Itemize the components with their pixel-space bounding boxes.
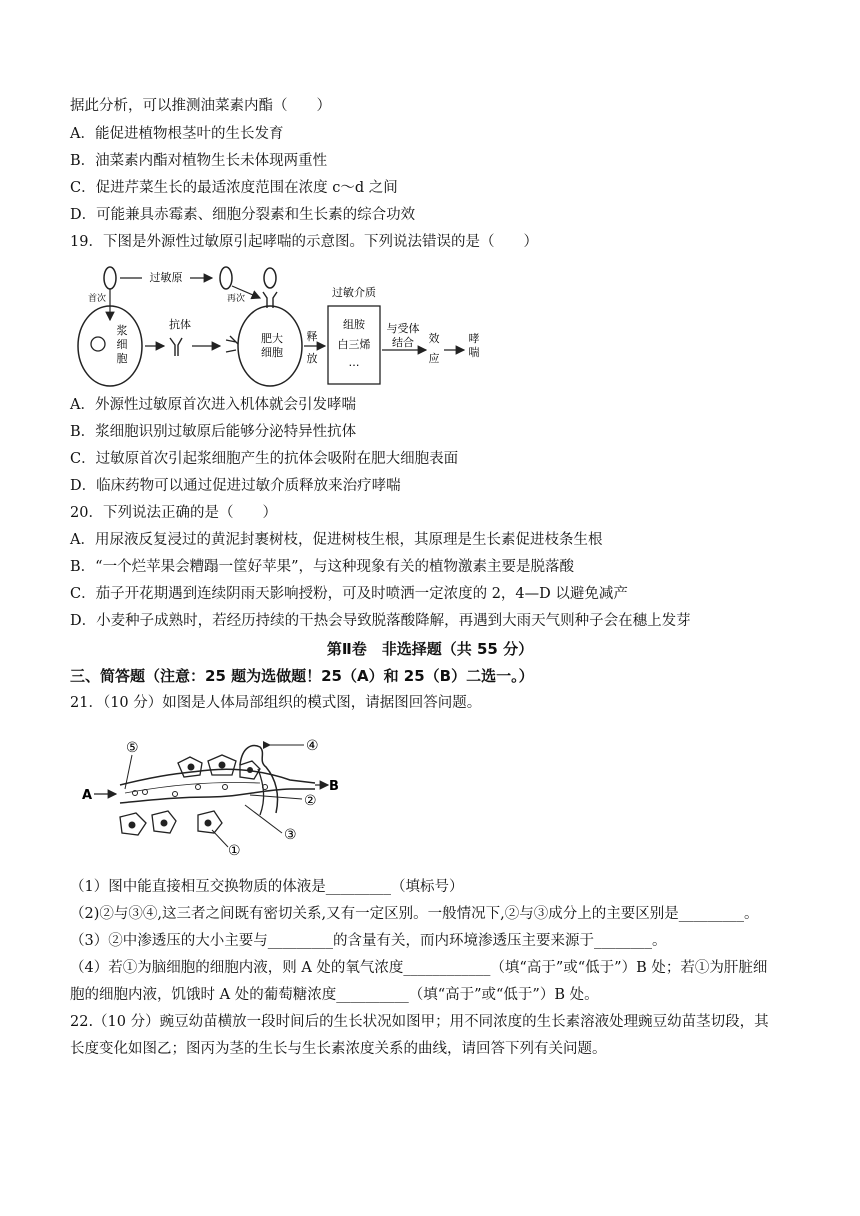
label-a: A xyxy=(82,788,93,803)
q19-option-b: B．浆细胞识别过敏原后能够分泌特异性抗体 xyxy=(70,424,357,440)
q21-part-1: （1）图中能直接相互交换物质的体液是_________（填标号） xyxy=(70,879,464,895)
bind-receptor-label-1: 与受体 xyxy=(386,322,420,335)
label-1: ① xyxy=(228,843,241,859)
q18-option-c: C．促进芹菜生长的最适浓度范围在浓度 c～d 之间 xyxy=(70,180,398,196)
q21-part-2: （2)②与③④,这三者之间既有密切关系,又有一定区别。一般情况下,②与③成分上的主要区别是_________。 xyxy=(70,906,759,922)
q21-part-4-line-1: （4）若①为脑细胞的细胞内液，则 A 处的氧气浓度____________（填“高于”或“低于”）B 处；若①为肝脏细 xyxy=(70,960,768,976)
q19-stem: 19．下图是外源性过敏原引起哮喘的示意图。下列说法错误的是（ ） xyxy=(70,234,538,250)
q20-option-c: C．茄子开花期遇到连续阴雨天影响授粉，可及时喷洒一定浓度的 2，4—D 以避免减产 xyxy=(70,586,628,602)
q21-stem: 21．（10 分）如图是人体局部组织的模式图，请据图回答问题。 xyxy=(70,695,482,711)
bind-receptor-label-2: 结合 xyxy=(392,336,414,349)
label-3: ③ xyxy=(284,827,297,843)
section-2-title: 第Ⅱ卷 非选择题（共 55 分） xyxy=(326,640,534,658)
release-label-2: 放 xyxy=(306,352,318,365)
q18-option-b: B．油菜素内酯对植物生长未体现两重性 xyxy=(70,153,328,169)
effect-label-1: 效 xyxy=(428,332,440,345)
label-4: ④ xyxy=(306,738,319,754)
q20-option-a: A．用尿液反复浸过的黄泥封裹树枝，促进树枝生根，其原理是生长素促进枝条生根 xyxy=(70,532,603,548)
mediator-item-1: 组胺 xyxy=(343,318,365,331)
mediator-item-3: … xyxy=(348,356,360,369)
asthma-label-1: 哮 xyxy=(468,332,480,345)
mediator-item-2: 白三烯 xyxy=(337,338,371,351)
q19-option-d: D．临床药物可以通过促进过敏介质释放来治疗哮喘 xyxy=(70,478,401,494)
plasma-cell-label-1: 浆 xyxy=(116,324,128,337)
q18-stem: 据此分析，可以推测油菜素内酯（ ） xyxy=(70,98,331,114)
first-time-label: 首次 xyxy=(87,294,106,304)
q19-option-c: C．过敏原首次引起浆细胞产生的抗体会吸附在肥大细胞表面 xyxy=(70,451,459,467)
effect-label-2: 应 xyxy=(428,352,440,365)
q19-option-a: A．外源性过敏原首次进入机体就会引发哮喘 xyxy=(70,397,356,413)
plasma-cell-label-2: 细 xyxy=(116,338,128,351)
q18-option-a: A．能促进植物根茎叶的生长发育 xyxy=(70,126,284,142)
q22-line-1: 22.（10 分）豌豆幼苗横放一段时间后的生长状况如图甲；用不同浓度的生长素溶液处理豌豆幼苗茎切段，其 xyxy=(70,1014,769,1030)
q20-option-d: D．小麦种子成熟时，若经历持续的干热会导致脱落酸降解，再遇到大雨天气则种子会在穗上发芽 xyxy=(70,613,691,629)
q20-stem: 20．下列说法正确的是（ ） xyxy=(70,505,277,521)
allergen-label: 过敏原 xyxy=(149,271,183,284)
mediator-title: 过敏介质 xyxy=(332,286,376,299)
q18-option-d: D．可能兼具赤霉素、细胞分裂素和生长素的综合功效 xyxy=(70,207,416,223)
antibody-label: 抗体 xyxy=(169,318,191,331)
allergen-second-shape xyxy=(220,267,232,289)
q21-part-3: （3）②中渗透压的大小主要与_________的含量有关，而内环境渗透压主要来源于________。 xyxy=(70,933,667,949)
q22-line-2: 长度变化如图乙；图丙为茎的生长与生长素浓度关系的曲线，请回答下列有关问题。 xyxy=(70,1041,607,1057)
asthma-label-2: 喘 xyxy=(468,346,480,359)
q20-option-b: B．“一个烂苹果会糟蹋一筐好苹果”，与这种现象有关的植物激素主要是脱落酸 xyxy=(70,559,574,575)
section-3-title: 三、简答题（注意：25 题为选做题！25（A）和 25（B）二选一。） xyxy=(70,667,534,685)
label-b: B xyxy=(329,779,339,794)
second-time-label: 再次 xyxy=(226,294,246,304)
release-label-1: 释 xyxy=(306,330,318,343)
q21-part-4-line-2: 胞的细胞内液，饥饿时 A 处的葡萄糖浓度__________（填“高于”或“低于”）B 处。 xyxy=(70,987,599,1003)
allergen-first-shape xyxy=(104,267,116,289)
antibody-shape xyxy=(170,338,182,356)
mast-cell-label-1: 肥大 xyxy=(261,332,283,345)
tissue-diagram xyxy=(80,735,340,860)
plasma-cell-label-3: 胞 xyxy=(116,352,128,365)
allergy-asthma-diagram xyxy=(70,258,510,393)
label-2: ② xyxy=(304,793,317,809)
mast-cell-label-2: 细胞 xyxy=(261,346,283,359)
label-5: ⑤ xyxy=(126,740,139,756)
